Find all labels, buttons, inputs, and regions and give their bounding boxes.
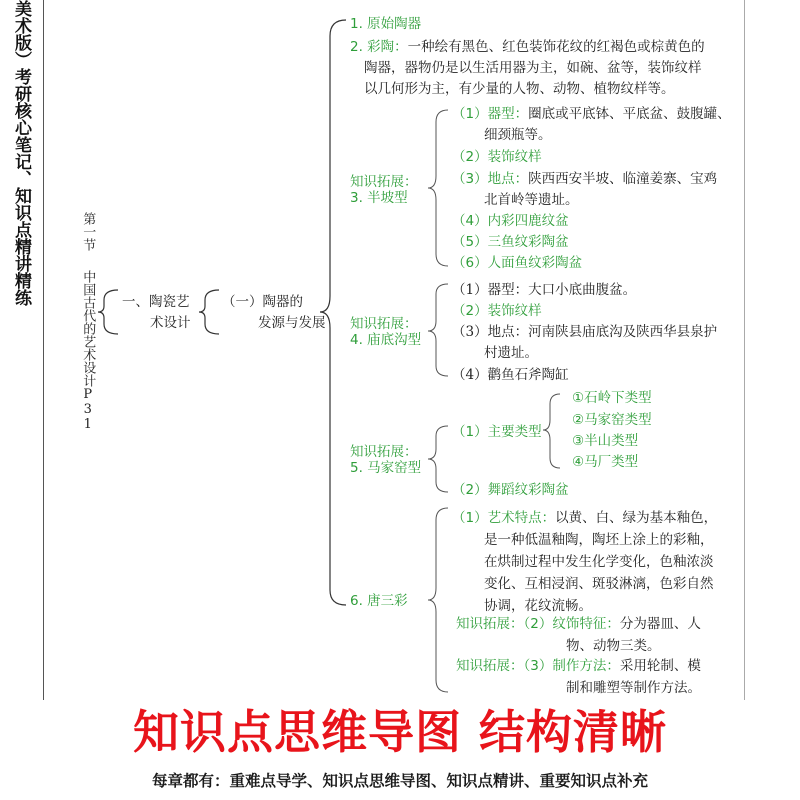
- ext-label-majiayao: 知识拓展：: [350, 444, 418, 460]
- item-banpo: 3. 半坡型: [350, 190, 408, 206]
- miaodigou-jar: （4）鹳鱼石斧陶缸: [452, 367, 569, 383]
- tangsancai-method-line2: 制和雕塑等制作方法。: [566, 680, 701, 696]
- item-majiayao: 5. 马家窑型: [350, 460, 422, 476]
- tangsancai-features-line4: 变化、互相浸润、斑驳淋漓，色彩自然: [484, 576, 714, 592]
- tangsancai-features-line5: 协调，花纹流畅。: [484, 598, 592, 614]
- tangsancai-decor: 知识拓展：（2）纹饰特征：分为器皿、人: [456, 616, 701, 632]
- item-painted-pottery: 2. 彩陶：一种绘有黑色、红色装饰花纹的红褐色或棕黄色的: [350, 39, 705, 55]
- majiayao-type-majiayao: ②马家窑类型: [572, 412, 652, 428]
- majiayao-type-machang: ④马厂类型: [572, 454, 639, 470]
- brace-miaodigou: [428, 284, 448, 376]
- chapter-title: 中国古代的艺术设计P31: [80, 270, 96, 432]
- promo-footer: 每章都有：重难点导学、知识点思维导图、知识点精讲、重要知识点补充: [151, 772, 648, 790]
- brace-banpo: [428, 110, 448, 266]
- banpo-face-fish-basin: （6）人面鱼纹彩陶盆: [452, 255, 583, 271]
- brace-tangsancai: [428, 508, 448, 692]
- banpo-pattern: （2）装饰纹样: [452, 149, 542, 165]
- item-miaodigou: 4. 庙底沟型: [350, 332, 422, 348]
- item-painted-pottery-line3: 以几何形为主，有少量的人物、动物、植物纹样等。: [364, 81, 675, 97]
- level2-line1: （一）陶器的: [222, 294, 303, 310]
- miaodigou-pattern: （2）装饰纹样: [452, 303, 542, 319]
- banpo-shape-line2: 细颈瓶等。: [484, 127, 552, 143]
- banpo-location-line2: 北首岭等遗址。: [484, 192, 579, 208]
- miaodigou-location: （3）地点：河南陕县庙底沟及陕西华县泉护: [452, 324, 718, 340]
- miaodigou-shape: （1）器型：大口小底曲腹盆。: [452, 282, 637, 298]
- section-label: 第一节: [80, 212, 96, 251]
- promo-banner-text: 知识点思维导图 结构清晰: [132, 705, 667, 759]
- majiayao-type-shilingxia: ①石岭下类型: [572, 390, 652, 406]
- miaodigou-location-line2: 村遗址。: [484, 345, 538, 361]
- tangsancai-decor-line2: 物、动物三类。: [566, 638, 661, 654]
- brace-level2: [199, 290, 219, 334]
- level2-line2: 发源与发展: [258, 315, 326, 331]
- ext-label-miaodigou: 知识拓展：: [350, 316, 418, 332]
- banpo-location: （3）地点：陕西西安半坡、临潼姜寨、宝鸡: [452, 171, 718, 187]
- brace-majiayao: [428, 426, 448, 492]
- banpo-fish-basin: （5）三鱼纹彩陶盆: [452, 234, 569, 250]
- brace-majiayao-types: [543, 394, 560, 468]
- item-tangsancai: 6. 唐三彩: [350, 593, 408, 609]
- tangsancai-features: （1）艺术特点：以黄、白、绿为基本釉色，: [452, 510, 718, 526]
- brace-level1: [98, 290, 118, 334]
- majiayao-type-banshan: ③半山类型: [572, 433, 639, 449]
- majiayao-dance-basin: （2）舞蹈纹彩陶盆: [452, 482, 569, 498]
- level1-line1: 一、陶瓷艺: [122, 294, 190, 310]
- majiayao-types: （1）主要类型: [452, 424, 542, 440]
- tangsancai-method: 知识拓展：（3）制作方法：采用轮制、模: [456, 658, 701, 674]
- ext-label-banpo: 知识拓展：: [350, 174, 418, 190]
- tangsancai-features-line2: 是一种低温釉陶，陶坯上涂上的彩釉，: [484, 532, 714, 548]
- item-primitive-pottery: 1. 原始陶器: [350, 16, 422, 32]
- level1-line2: 术设计: [150, 315, 191, 331]
- tangsancai-features-line3: 在烘制过程中发生化学变化，色釉浓淡: [484, 554, 714, 570]
- book-spine-title: 美术版）考研核心笔记、知识点精讲精练: [11, 0, 31, 306]
- item-painted-pottery-line2: 陶器，器物仍是以生活用器为主，如碗、盆等，装饰纹样: [364, 60, 702, 76]
- banpo-shape: （1）器型：圈底或平底钵、平底盆、鼓腹罐、: [452, 106, 731, 122]
- banpo-deer-basin: （4）内彩四鹿纹盆: [452, 213, 569, 229]
